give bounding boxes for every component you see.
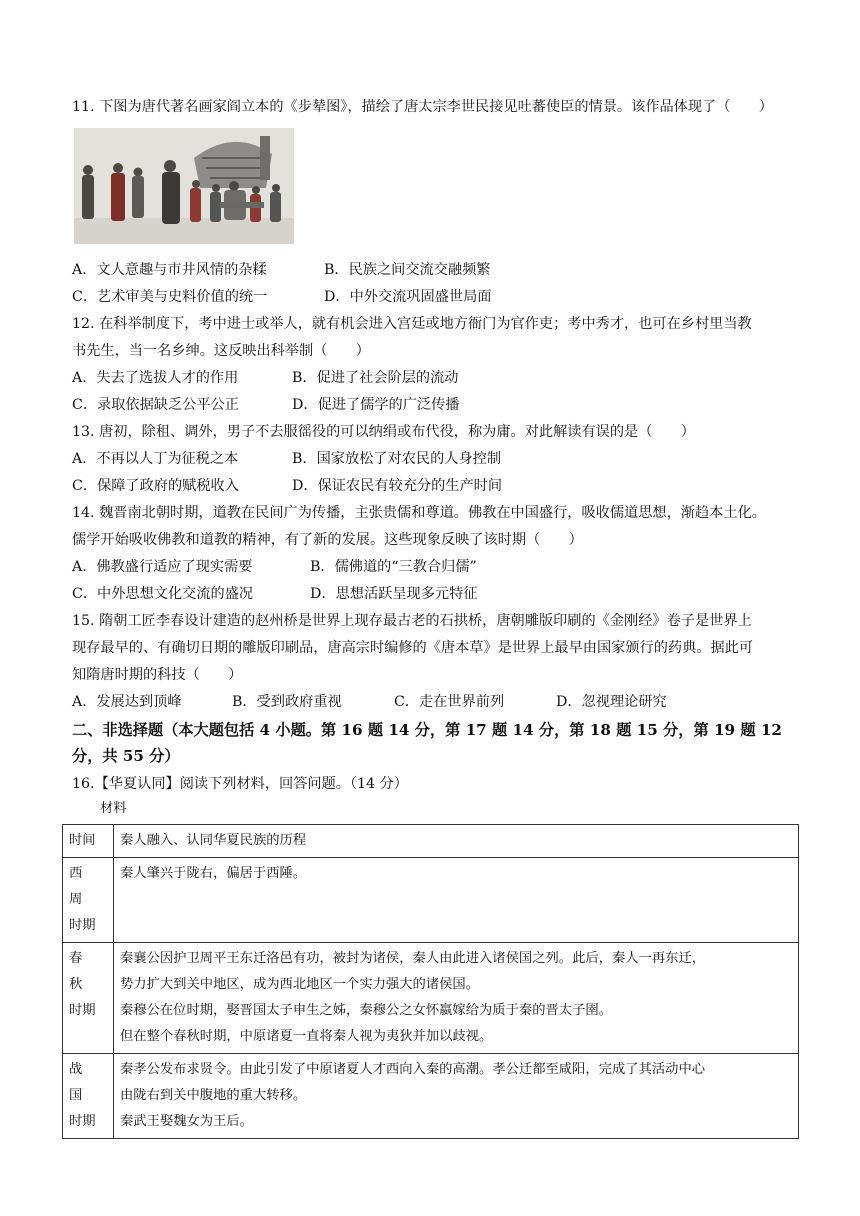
q15-stem-line1: 15. 隋朝工匠李春设计建造的赵州桥是世界上现存最古老的石拱桥，唐朝雕版印刷的《金刚经》卷子是世界上	[72, 613, 752, 629]
q13-option-b[interactable]: B．国家放松了对农民的人身控制	[292, 451, 502, 467]
q14-option-c[interactable]: C．中外思想文化交流的盛况	[72, 586, 254, 602]
q11-stem: 11. 下图为唐代著名画家阎立本的《步辇图》，描绘了唐太宗李世民接见吐蕃使臣的情景。该作品体现了（ ）	[72, 99, 773, 115]
q14-option-d[interactable]: D．思想活跃呈现多元特征	[310, 586, 478, 602]
table-header-time: 时间	[63, 825, 114, 858]
period-cell	[63, 858, 114, 943]
q15-stem-line2: 现存最早的、有确切日期的雕版印刷品，唐高宗时编修的《唐本草》是世界上最早由国家颁行的药典。据此可	[72, 640, 754, 656]
table-row	[63, 943, 799, 1054]
content-line: 势力扩大到关中地区，成为西北地区一个实力强大的诸侯国。	[120, 977, 480, 992]
q15-option-a[interactable]: A．发展达到顶峰	[72, 694, 182, 710]
table-header-row	[63, 825, 799, 858]
q15-stem-line3: 知隋唐时期的科技（ ）	[72, 667, 243, 683]
table-row	[63, 858, 799, 943]
section2-heading-line2: 分，共 55 分）	[72, 747, 180, 765]
table-row	[63, 1054, 799, 1139]
material-table	[62, 824, 799, 1139]
painting-illustration	[74, 128, 294, 244]
period-cell	[63, 943, 114, 1054]
material-label: 材料	[100, 801, 127, 816]
content-line: 秦人肇兴于陇右，偏居于西陲。	[120, 866, 307, 881]
q12-stem-line1: 12. 在科举制度下，考中进士或举人，就有机会进入宫廷或地方衙门为官作吏；考中秀才，也可在乡村里当教	[72, 316, 752, 332]
table-header-history: 秦人融入、认同华夏民族的历程	[114, 825, 799, 858]
content-line: 秦穆公在位时期，娶晋国太子申生之姊，秦穆公之女怀嬴嫁给为质于秦的晋太子圉。	[120, 1003, 612, 1018]
q12-option-c[interactable]: C．录取依据缺乏公平公正	[72, 397, 239, 413]
q16-stem: 16.【华夏认同】阅读下列材料，回答问题。（14 分）	[72, 776, 408, 792]
q14-options-row1	[72, 557, 477, 577]
content-cell	[114, 943, 799, 1054]
q14-options-row2	[72, 584, 477, 604]
q11-option-a[interactable]: A．文人意趣与市井风情的杂糅	[72, 262, 267, 278]
q14-option-a[interactable]: A．佛教盛行适应了现实需要	[72, 559, 253, 575]
q11-option-c[interactable]: C．艺术审美与史料价值的统一	[72, 289, 268, 305]
q13-option-d[interactable]: D．保证农民有较充分的生产时间	[292, 478, 503, 494]
q15-option-c[interactable]: C．走在世界前列	[394, 694, 505, 710]
content-line: 秦孝公发布求贤令。由此引发了中原诸夏人才西向入秦的高潮。孝公迁都至咸阳，完成了其活动中心	[120, 1062, 706, 1077]
q13-option-c[interactable]: C．保障了政府的赋税收入	[72, 478, 239, 494]
period-name: 西 周	[69, 866, 96, 907]
q13-options-row2	[72, 476, 502, 496]
content-cell	[114, 1054, 799, 1139]
q12-option-a[interactable]: A．失去了选拔人才的作用	[72, 370, 239, 386]
q12-option-b[interactable]: B．促进了社会阶层的流动	[292, 370, 459, 386]
period-suffix: 时期	[69, 1003, 96, 1018]
content-line: 秦襄公因护卫周平王东迁洛邑有功，被封为诸侯，秦人由此进入诸侯国之列。此后，秦人一再东迁，	[120, 951, 706, 966]
q12-options-row1	[72, 368, 459, 388]
q11-options-row2	[72, 287, 491, 307]
q15-option-b[interactable]: B．受到政府重视	[232, 694, 342, 710]
period-cell	[63, 1054, 114, 1139]
content-line: 但在整个春秋时期，中原诸夏一直将秦人视为夷狄并加以歧视。	[120, 1029, 493, 1044]
content-cell	[114, 858, 799, 943]
q14-stem-line2: 儒学开始吸收佛教和道教的精神，有了新的发展。这些现象反映了该时期（ ）	[72, 532, 583, 548]
period-suffix: 时期	[69, 918, 96, 933]
q11-option-b[interactable]: B．民族之间交流交融频繁	[324, 262, 491, 278]
q13-stem: 13. 唐初，除租、调外，男子不去服徭役的可以纳绢或布代役，称为庸。对此解读有误的是（ ）	[72, 424, 695, 440]
q12-stem-line2: 书先生，当一名乡绅。这反映出科举制（ ）	[72, 343, 370, 359]
q13-options-row1	[72, 449, 501, 469]
q11-options-row1	[72, 260, 491, 280]
q12-option-d[interactable]: D．促进了儒学的广泛传播	[292, 397, 460, 413]
section2-heading-line1: 二、非选择题（本大题包括 4 小题。第 16 题 14 分，第 17 题 14 分，第 18 题 15 分，第 19 题 12	[72, 721, 782, 739]
painting-image	[74, 128, 294, 244]
content-line: 秦武王娶魏女为王后。	[120, 1114, 253, 1129]
period-name: 春 秋	[69, 951, 96, 992]
period-name: 战 国	[69, 1062, 96, 1103]
q14-option-b[interactable]: B．儒佛道的“三教合归儒”	[310, 559, 477, 575]
q14-stem-line1: 14. 魏晋南北朝时期，道教在民间广为传播，主张贵儒和尊道。佛教在中国盛行，吸收儒道思想，渐趋本土化。	[72, 505, 766, 521]
q11-option-d[interactable]: D．中外交流巩固盛世局面	[324, 289, 492, 305]
content-line: 由陇右到关中腹地的重大转移。	[120, 1088, 307, 1103]
q12-options-row2	[72, 395, 459, 415]
period-suffix: 时期	[69, 1114, 96, 1129]
q13-option-a[interactable]: A．不再以人丁为征税之本	[72, 451, 239, 467]
q15-options-row	[72, 692, 667, 712]
q15-option-d[interactable]: D．忽视理论研究	[556, 694, 667, 710]
